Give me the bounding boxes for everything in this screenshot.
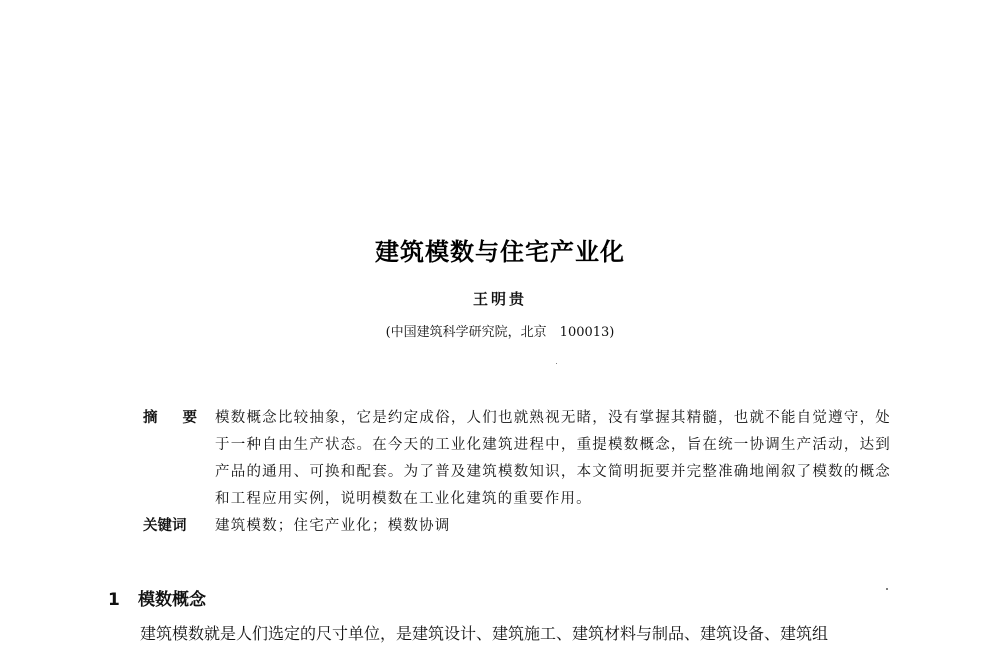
abstract-text: 模数概念比较抽象，它是约定成俗，人们也就熟视无睹，没有掌握其精髓，也就不能自觉遵守，处于一种自由生产状态。在今天的工业化建筑进程中，重提模数概念，旨在统一协调生产活动，达到产品的通用、可换和配套。为了普及建筑模数知识，本文简明扼要并完整准确地阐叙了模数的概念和工程应用实例，说明模数在工业化建筑的重要作用。 xyxy=(215,410,891,507)
scan-speck xyxy=(886,588,888,590)
section-number: 1 xyxy=(108,590,120,610)
author: 王明贵 xyxy=(472,290,527,308)
keywords-text: 建筑模数；住宅产业化；模数协调 xyxy=(215,518,451,534)
abstract-label: 摘 要 xyxy=(143,410,208,426)
scan-speck xyxy=(556,363,557,364)
affiliation: (中国建筑科学研究院，北京 100013) xyxy=(385,325,615,340)
keywords-row xyxy=(143,513,903,540)
section-title: 模数概念 xyxy=(138,590,206,610)
paper-title: 建筑模数与住宅产业化 xyxy=(375,237,625,266)
keywords-label: 关键词 xyxy=(143,518,187,534)
section-heading xyxy=(108,585,206,610)
body-paragraph: 建筑模数就是人们选定的尺寸单位，是建筑设计、建筑施工、建筑材料与制品、建筑设备、建筑组 xyxy=(140,624,829,643)
abstract-block xyxy=(143,405,903,540)
abstract-row xyxy=(143,405,903,513)
